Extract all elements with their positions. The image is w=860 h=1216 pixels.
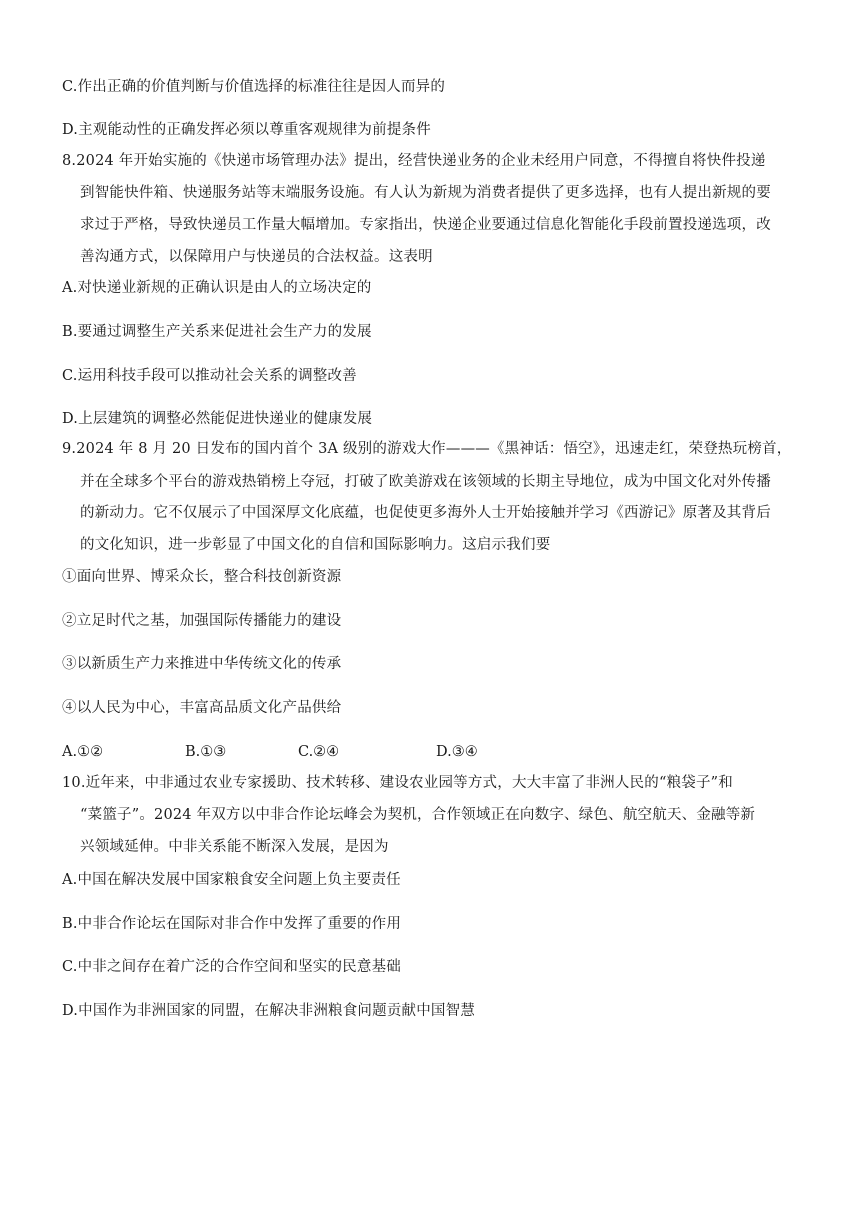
q10-stem-line-3: 兴领域延伸。中非关系能不断深入发展，是因为: [80, 839, 389, 855]
q8-option-d: D.上层建筑的调整必然能促进快递业的健康发展: [62, 411, 373, 427]
q10-option-c: C.中非之间存在着广泛的合作空间和坚实的民意基础: [62, 959, 401, 975]
q7-option-c: C.作出正确的价值判断与价值选择的标准往往是因人而异的: [62, 79, 446, 95]
q9-choice-a: A.①②: [62, 744, 104, 760]
q9-stem-line-2: 并在全球多个平台的游戏热销榜上夺冠，打破了欧美游戏在该领域的长期主导地位，成为中国文化对外传播: [80, 474, 771, 490]
q9-item-1: ①面向世界、博采众长，整合科技创新资源: [62, 569, 342, 585]
q8-stem-line-1: 8.2024 年开始实施的《快递市场管理办法》提出，经营快递业务的企业未经用户同意，不得擅自将快件投递: [62, 153, 766, 169]
q8-stem-line-2: 到智能快件箱、快递服务站等末端服务设施。有人认为新规为消费者提供了更多选择，也有人提出新规的要: [80, 185, 771, 201]
q9-stem-line-4: 的文化知识，进一步彰显了中国文化的自信和国际影响力。这启示我们要: [80, 537, 551, 553]
q7-option-d: D.主观能动性的正确发挥必须以尊重客观规律为前提条件: [62, 122, 431, 138]
q8-option-c: C.运用科技手段可以推动社会关系的调整改善: [62, 368, 357, 384]
q9-item-2: ②立足时代之基，加强国际传播能力的建设: [62, 613, 342, 629]
q9-item-3: ③以新质生产力来推进中华传统文化的传承: [62, 656, 342, 672]
q9-stem-line-3: 的新动力。它不仅展示了中国深厚文化底蕴，也促使更多海外人士开始接触并学习《西游记》原著及其背后: [80, 505, 771, 521]
q9-choice-b: B.①③: [185, 744, 227, 760]
q10-stem-line-1: 10.近年来，中非通过农业专家援助、技术转移、建设农业园等方式，大大丰富了非洲人民的“粮袋子”和: [62, 775, 733, 791]
q10-option-d: D.中国作为非洲国家的同盟，在解决非洲粮食问题贡献中国智慧: [62, 1003, 476, 1019]
q8-option-a: A.对快递业新规的正确认识是由人的立场决定的: [62, 280, 372, 296]
q10-option-a: A.中国在解决发展中国家粮食安全问题上负主要责任: [62, 872, 401, 888]
q10-option-b: B.中非合作论坛在国际对非合作中发挥了重要的作用: [62, 916, 402, 932]
q8-stem-line-3: 求过于严格，导致快递员工作量大幅增加。专家指出，快递企业要通过信息化智能化手段前置投递选项，改: [80, 217, 771, 233]
q9-item-4: ④以人民为中心，丰富高品质文化产品供给: [62, 700, 342, 716]
q9-choice-c: C.②④: [298, 744, 340, 760]
q8-option-b: B.要通过调整生产关系来促进社会生产力的发展: [62, 324, 372, 340]
q10-stem-line-2: “菜篮子”。2024 年双方以中非合作论坛峰会为契机，合作领域正在向数字、绿色、航空航天、金融等新: [80, 807, 756, 823]
q8-stem-line-4: 善沟通方式，以保障用户与快递员的合法权益。这表明: [80, 249, 433, 265]
q9-choice-d: D.③④: [436, 744, 478, 760]
q9-stem-line-1: 9.2024 年 8 月 20 日发布的国内首个 3A 级别的游戏大作———《黑神话：悟空》，迅速走红，荣登热玩榜首，: [62, 441, 792, 457]
